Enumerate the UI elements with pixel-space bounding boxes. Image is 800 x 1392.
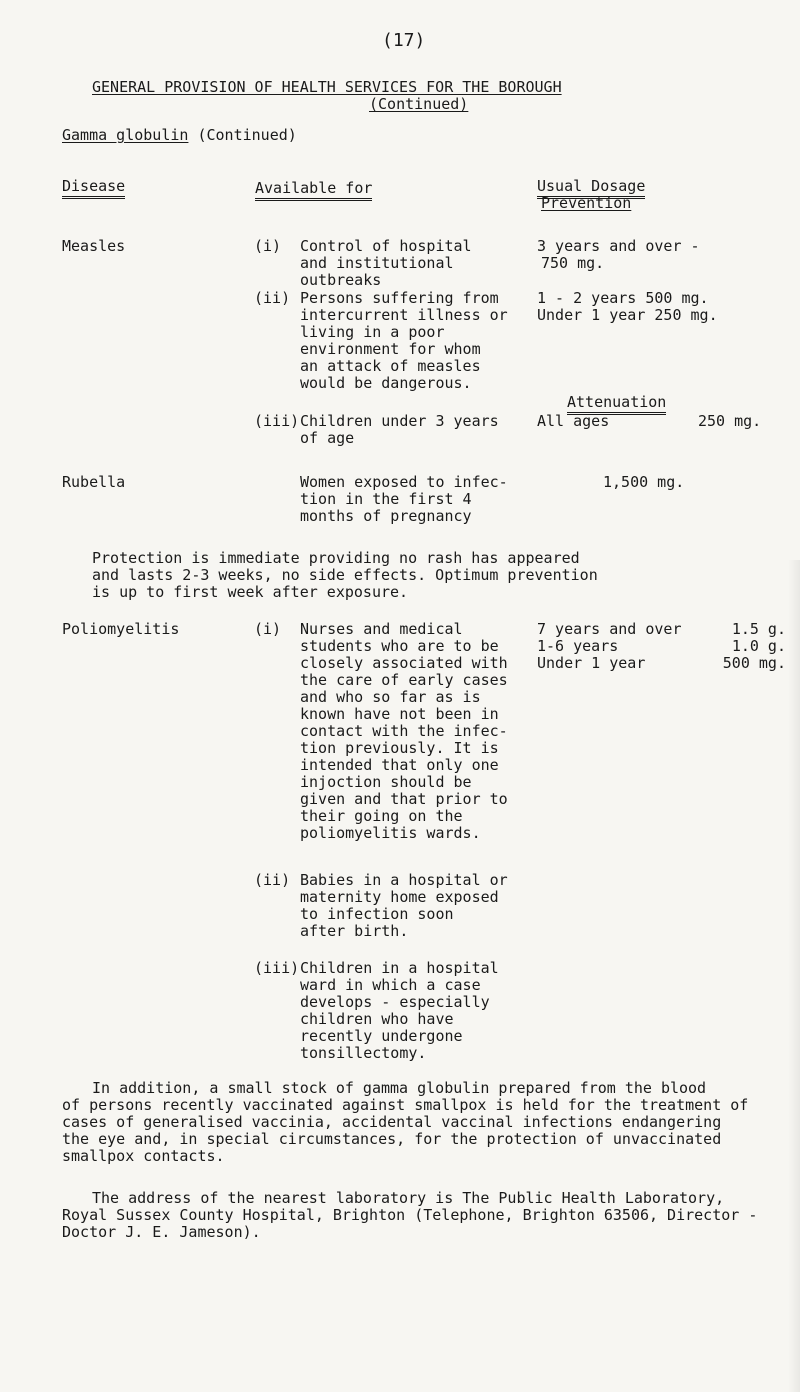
polio-item-1-line: students who are to be	[300, 637, 499, 655]
measles-dosage	[537, 238, 700, 272]
polio-item-3	[254, 960, 299, 977]
rubella-dosage: 1,500 mg.	[603, 473, 685, 491]
polio-item-1-line: and who so far as is	[300, 688, 481, 706]
section-heading	[62, 127, 297, 144]
protection-paragraph	[92, 550, 598, 601]
attenuation-label: All ages	[537, 412, 610, 430]
page-edge-shadow	[788, 560, 800, 1392]
polio-item-1-line: closely associated with	[300, 654, 508, 672]
item-marker: (ii)	[254, 871, 291, 889]
laboratory-paragraph	[62, 1190, 757, 1241]
measles-dosage-2	[537, 290, 718, 324]
polio-item-1-line: Nurses and medical	[300, 620, 463, 638]
measles-item-2-line: an attack of measles	[300, 357, 481, 375]
measles-item-1-text	[300, 238, 472, 289]
disease-rubella: Rubella	[62, 473, 126, 491]
polio-item-2-line: Babies in a hospital or	[300, 871, 508, 889]
paragraph-line: In addition, a small stock of gamma globulin prepared from the blood	[92, 1079, 707, 1097]
polio-item-1-line: known have not been in	[300, 705, 499, 723]
polio-dosage-value: 1.0 g.	[731, 637, 786, 655]
polio-dosage-label: Under 1 year	[537, 654, 646, 672]
column-header-dosage: Usual Dosage	[537, 178, 645, 199]
addition-paragraph	[62, 1080, 748, 1165]
section-heading-rest: (Continued)	[188, 126, 297, 144]
document-title: GENERAL PROVISION OF HEALTH SERVICES FOR THE BOROUGH	[92, 78, 562, 96]
item-marker: (i)	[254, 237, 282, 255]
disease-poliomyelitis: Poliomyelitis	[62, 620, 180, 638]
polio-item-1-line: contact with the infec-	[300, 722, 508, 740]
polio-dosage-value: 1.5 g.	[731, 620, 786, 638]
polio-item-2-text	[300, 872, 508, 940]
attenuation-heading: Attenuation	[567, 394, 666, 415]
paragraph-line: cases of generalised vaccinia, accidental vaccinal infections endangering	[62, 1113, 722, 1131]
rubella-text	[300, 474, 508, 525]
polio-item-1-text	[300, 621, 508, 842]
item-marker: (i)	[254, 620, 282, 638]
measles-item-3-line: of age	[300, 429, 355, 447]
attenuation-dose: 250 mg.	[698, 412, 762, 430]
polio-item-2	[254, 872, 290, 889]
polio-dosage-value: 500 mg.	[722, 654, 786, 672]
paragraph-line: the eye and, in special circumstances, for the protection of unvaccinated	[62, 1130, 722, 1148]
paragraph-line: and lasts 2-3 weeks, no side effects. Optimum prevention	[92, 566, 598, 584]
polio-dosage-label: 1-6 years	[537, 637, 619, 655]
measles-dosage-line: 750 mg.	[541, 254, 605, 272]
paragraph-line: Royal Sussex County Hospital, Brighton (Telephone, Brighton 63506, Director -	[62, 1206, 758, 1224]
polio-item-1-line: tion previously. It is	[300, 739, 499, 757]
polio-dosage-label: 7 years and over	[537, 620, 682, 638]
measles-item-2-line: intercurrent illness or	[300, 306, 508, 324]
polio-item-1-line: intended that only one	[300, 756, 499, 774]
column-header-available: Available for	[255, 180, 372, 201]
measles-item-1-line: and institutional	[300, 254, 454, 272]
measles-dosage-line: 1 - 2 years 500 mg.	[537, 289, 709, 307]
polio-dosage-values	[690, 621, 786, 672]
polio-item-3-line: develops - especially	[300, 993, 490, 1011]
polio-item-3-line: Children in a hospital	[300, 959, 499, 977]
measles-item-2-line: living in a poor	[300, 323, 445, 341]
rubella-line: tion in the first 4	[300, 490, 472, 508]
polio-item-2-line: after birth.	[300, 922, 409, 940]
rubella-line: months of pregnancy	[300, 507, 472, 525]
measles-item-2-line: environment for whom	[300, 340, 481, 358]
polio-item-1-line: injoction should be	[300, 773, 472, 791]
measles-item-2-text	[300, 290, 508, 392]
paragraph-line: Protection is immediate providing no rash has appeared	[92, 549, 580, 567]
measles-dosage-line: Under 1 year 250 mg.	[537, 306, 718, 324]
item-marker: (iii)	[254, 412, 300, 430]
column-header-disease: Disease	[62, 178, 125, 199]
polio-item-3-line: children who have	[300, 1010, 454, 1028]
section-heading-underlined: Gamma globulin	[62, 126, 189, 144]
polio-item-1-line: the care of early cases	[300, 671, 508, 689]
polio-item-3-line: recently undergone	[300, 1027, 463, 1045]
polio-item-3-line: ward in which a case	[300, 976, 481, 994]
polio-item-3-line: tonsillectomy.	[300, 1044, 427, 1062]
measles-item-2-line: Persons suffering from	[300, 289, 499, 307]
measles-item-1-line: outbreaks	[300, 271, 382, 289]
measles-item-1	[254, 238, 281, 255]
paragraph-line: Doctor J. E. Jameson).	[62, 1223, 261, 1241]
paragraph-line: smallpox contacts.	[62, 1147, 225, 1165]
paragraph-line: of persons recently vaccinated against smallpox is held for the treatment of	[62, 1096, 749, 1114]
polio-item-1-line: given and that prior to	[300, 790, 508, 808]
item-marker: (ii)	[254, 289, 291, 307]
measles-item-3-line: Children under 3 years	[300, 412, 499, 430]
polio-item-1	[254, 621, 281, 638]
measles-dosage-line: 3 years and over -	[537, 237, 700, 255]
polio-dosage-labels	[537, 621, 682, 672]
measles-item-3-text	[300, 413, 499, 447]
measles-item-2-line: would be dangerous.	[300, 374, 472, 392]
disease-measles: Measles	[62, 237, 126, 255]
measles-item-2	[254, 290, 290, 307]
column-header-prevention: Prevention	[541, 194, 632, 212]
polio-item-2-line: maternity home exposed	[300, 888, 499, 906]
polio-item-1-line: their going on the	[300, 807, 463, 825]
page-number: (17)	[382, 30, 426, 51]
measles-item-3	[254, 413, 299, 430]
rubella-line: Women exposed to infec-	[300, 473, 508, 491]
polio-item-1-line: poliomyelitis wards.	[300, 824, 481, 842]
document-title-continued: (Continued)	[369, 95, 469, 113]
polio-item-3-text	[300, 960, 499, 1062]
measles-item-1-line: Control of hospital	[300, 237, 472, 255]
item-marker: (iii)	[254, 959, 300, 977]
paragraph-line: The address of the nearest laboratory is The Public Health Laboratory,	[92, 1189, 725, 1207]
polio-item-2-line: to infection soon	[300, 905, 454, 923]
paragraph-line: is up to first week after exposure.	[92, 583, 409, 601]
